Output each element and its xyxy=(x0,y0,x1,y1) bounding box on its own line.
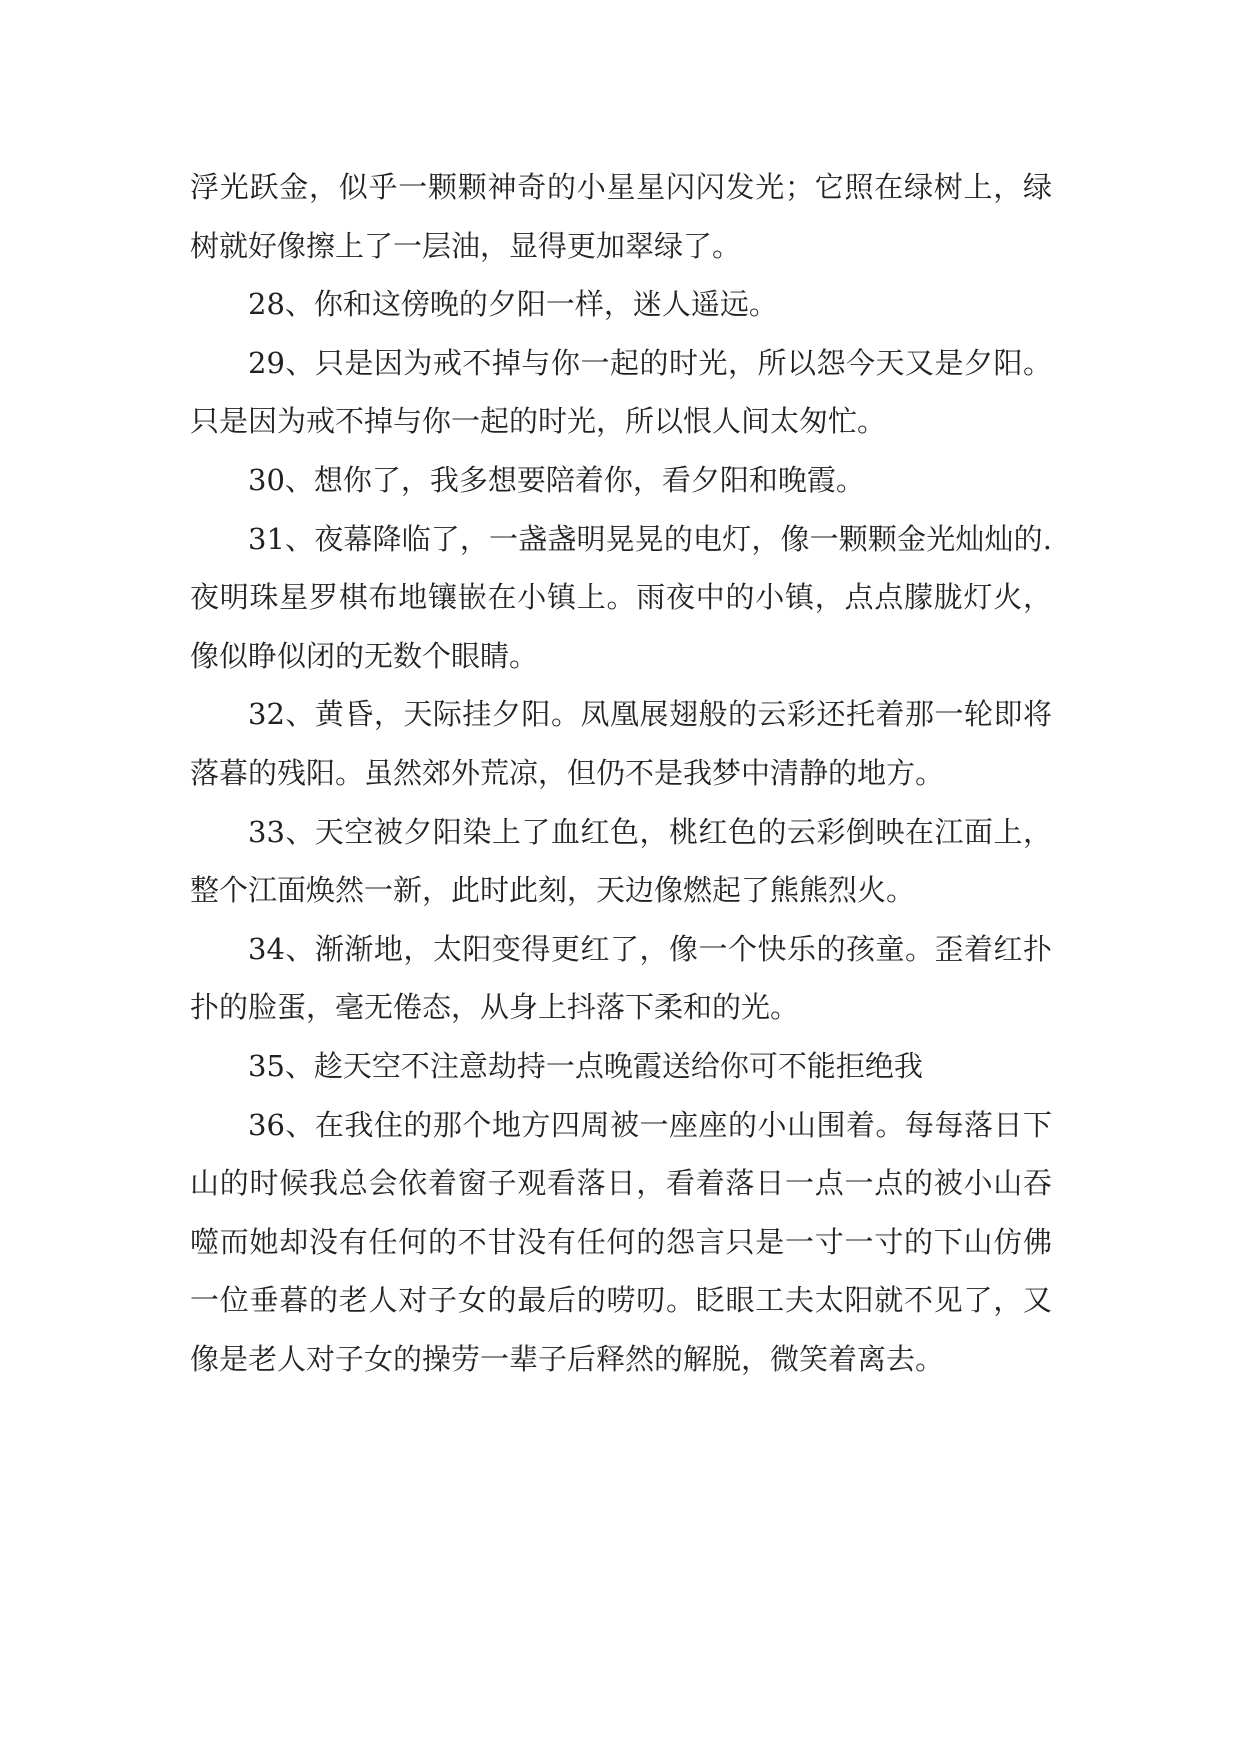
document-page xyxy=(190,158,1052,1388)
paragraph-30: 30、想你了，我多想要陪着你，看夕阳和晚霞。 xyxy=(248,462,865,497)
paragraph-31: 31、夜幕降临了，一盏盏明晃晃的电灯，像一颗颗金光灿灿的.夜明珠星罗棋布地镶嵌在小镇上。雨夜中的小镇，点点朦胧灯火，像似睁似闭的无数个眼睛。 xyxy=(190,521,1052,673)
paragraph-29: 29、只是因为戒不掉与你一起的时光，所以怨今天又是夕阳。只是因为戒不掉与你一起的时光，所以恨人间太匆忙。 xyxy=(190,345,1052,439)
paragraph-continuation: 浮光跃金，似乎一颗颗神奇的小星星闪闪发光；它照在绿树上，绿树就好像擦上了一层油，显得更加翠绿了。 xyxy=(190,170,1052,263)
paragraph-35: 35、趁天空不注意劫持一点晚霞送给你可不能拒绝我 xyxy=(248,1048,923,1083)
paragraph-36: 36、在我住的那个地方四周被一座座的小山围着。每每落日下山的时候我总会依着窗子观看落日，看着落日一点一点的被小山吞噬而她却没有任何的不甘没有任何的怨言只是一寸一寸的下山仿佛一位垂暮的老人对子女的最后的唠叨。眨眼工夫太阳就不见了，又像是老人对子女的操劳一辈子后释然的解脱，微笑着离去。 xyxy=(190,1107,1052,1376)
paragraph-34: 34、渐渐地，太阳变得更红了，像一个快乐的孩童。歪着红扑扑的脸蛋，毫无倦态，从身上抖落下柔和的光。 xyxy=(190,931,1052,1025)
paragraph-28: 28、你和这傍晚的夕阳一样，迷人遥远。 xyxy=(248,287,778,322)
paragraph-33: 33、天空被夕阳染上了血红色，桃红色的云彩倒映在江面上，整个江面焕然一新，此时此刻，天边像燃起了熊熊烈火。 xyxy=(190,814,1052,908)
paragraph-32: 32、黄昏，天际挂夕阳。凤凰展翅般的云彩还托着那一轮即将落暮的残阳。虽然郊外荒凉，但仍不是我梦中清静的地方。 xyxy=(190,697,1052,790)
